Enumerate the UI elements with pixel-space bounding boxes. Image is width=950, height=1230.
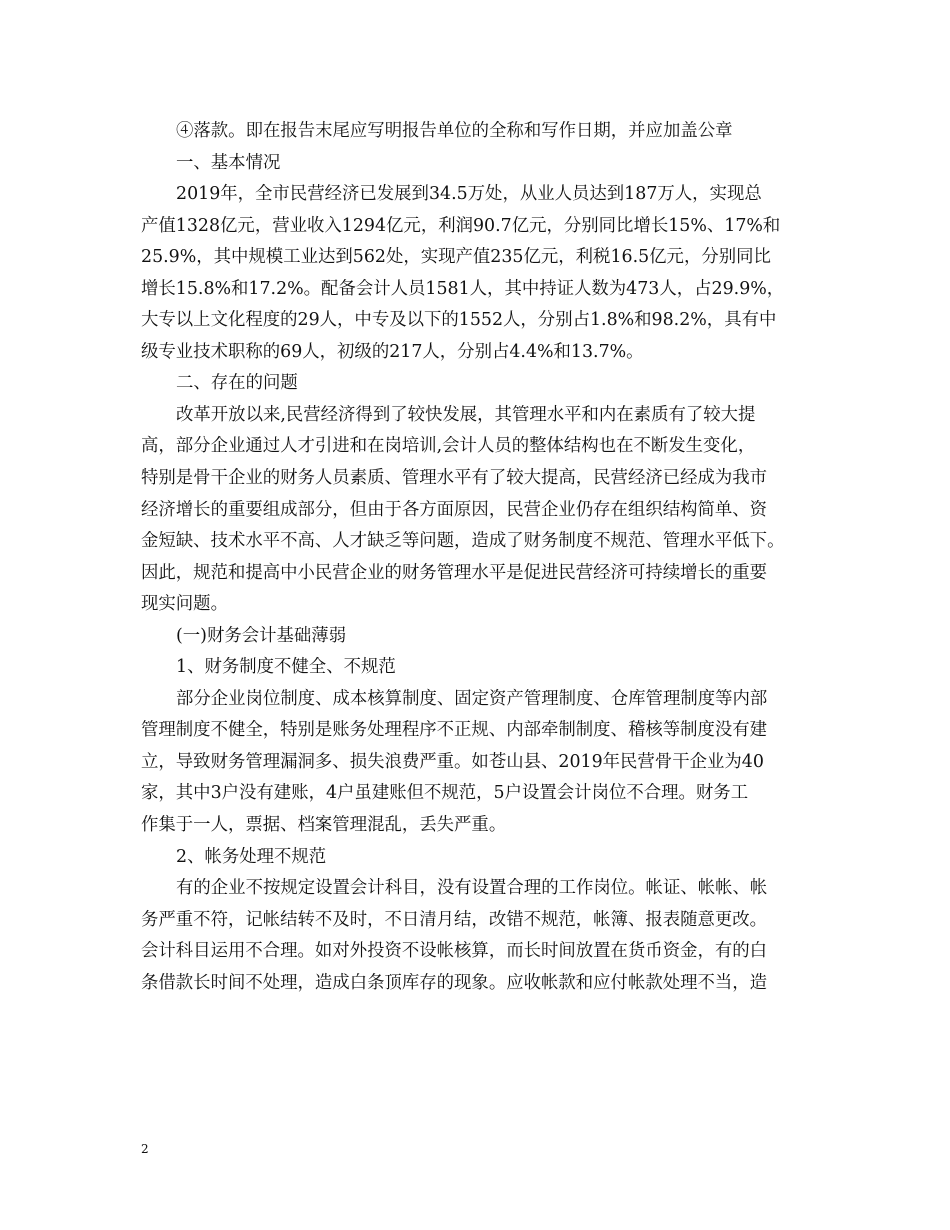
paragraph-line: 有的企业不按规定设置会计科目，没有设置合理的工作岗位。帐证、帐帐、帐 (176, 878, 768, 899)
paragraph-line: 管理制度不健全，特别是账务处理程序不正规、内部牵制制度、稽核等制度没有建 (141, 720, 768, 741)
paragraph-line: 经济增长的重要组成部分，但由于各方面原因，民营企业仍存在组织结构简单、资 (141, 499, 768, 520)
subheading-account-processing: 2、帐务处理不规范 (176, 846, 327, 867)
paragraph-line: 级专业技术职称的69人，初级的217人，分别占4.4%和13.7%。 (141, 341, 644, 362)
paragraph-line: 2019年，全市民营经济已发展到34.5万处，从业人员达到187万人，实现总 (176, 184, 762, 205)
paragraph-line: 增长15.8%和17.2%。配备会计人员1581人，其中持证人数为473人，占29.9%， (141, 278, 785, 299)
paragraph-line: 务严重不符，记帐结转不及时，不日清月结，改错不规范，帐簿、报表随意更改。 (141, 909, 768, 930)
paragraph-line: 条借款长时间不处理，造成白条顶库存的现象。应收帐款和应付帐款处理不当，造 (141, 972, 768, 993)
paragraph-line: 金短缺、技术水平不高、人才缺乏等问题，造成了财务制度不规范、管理水平低下。 (141, 531, 785, 552)
paragraph-line: 产值1328亿元，营业收入1294亿元，利润90.7亿元，分别同比增长15%、17%和 (141, 215, 781, 236)
section-heading-basic-situation: 一、基本情况 (176, 152, 281, 173)
paragraph-line: 因此，规范和提高中小民营企业的财务管理水平是促进民营经济可持续增长的重要 (141, 562, 768, 583)
paragraph-line: 会计科目运用不合理。如对外投资不设帐核算，而长时间放置在货币资金，有的白 (141, 941, 768, 962)
document-body (141, 116, 811, 999)
paragraph-line: 现实问题。 (141, 594, 228, 615)
paragraph-line: 高，部分企业通过人才引进和在岗培训,会计人员的整体结构也在不断发生变化， (141, 436, 756, 457)
paragraph-line: 家，其中3户没有建账，4户虽建账但不规范，5户设置会计岗位不合理。财务工 (141, 783, 749, 804)
paragraph-line: 特别是骨干企业的财务人员素质、管理水平有了较大提高，民营经济已经成为我市 (141, 468, 768, 489)
paragraph-line: 大专以上文化程度的29人，中专及以下的1552人，分别占1.8%和98.2%，具有中 (141, 310, 777, 331)
subheading-financial-system: 1、财务制度不健全、不规范 (176, 657, 396, 678)
paragraph-line: 25.9%，其中规模工业达到562处，实现产值235亿元，利税16.5亿元，分别同比 (141, 247, 771, 268)
paragraph-signature-note: ④落款。即在报告末尾应写明报告单位的全称和写作日期，并应加盖公章 (176, 121, 733, 141)
page-number: 2 (141, 1142, 149, 1156)
paragraph-line: 部分企业岗位制度、成本核算制度、固定资产管理制度、仓库管理制度等内部 (176, 688, 768, 709)
paragraph-line: 立，导致财务管理漏洞多、损失浪费严重。如苍山县、2019年民营骨干企业为40 (141, 751, 764, 772)
paragraph-line: 作集于一人，票据、档案管理混乱，丢失严重。 (141, 815, 507, 836)
section-heading-existing-problems: 二、存在的问题 (176, 373, 298, 394)
paragraph-line: 改革开放以来,民营经济得到了较快发展，其管理水平和内在素质有了较大提 (176, 404, 756, 425)
subheading-accounting-foundation: (一)财务会计基础薄弱 (176, 625, 347, 646)
